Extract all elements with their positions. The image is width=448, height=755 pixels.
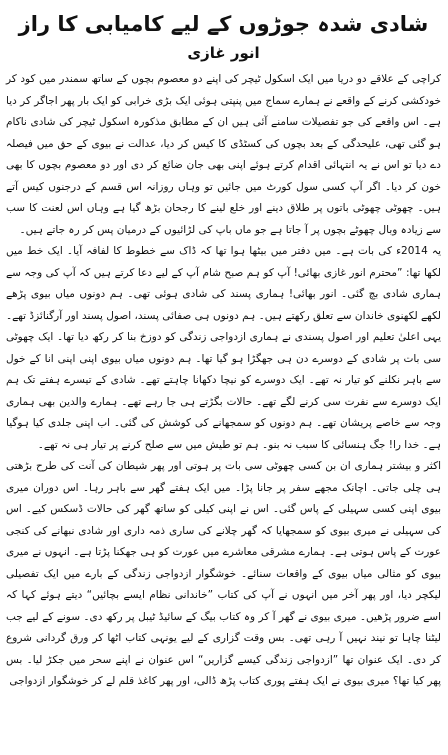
article-paragraph: کراچی کے علاقے دو دریا میں ایک اسکول ٹیچر کی اپنے دو معصوم بچوں کے ساتھ سمندر میں کود کر خودکشی کرنے کے واقعے نے ہمارے سماج میں پنپتی ہوئی ایک بڑی خرابی کو ایک بار پھر اجاگر کر دیا ہے۔ اس واقعے کی جو تفصیلات سامنے آئی ہیں ان کے مطابق مذکورہ اسکول ٹیچر کی شادی ناکام ہو گئی تھی، علیحدگی کے بعد بچوں کی کسٹڈی کا کیس کر دیا، عدالت نے بیوی کے حق میں فیصلہ دے دیا تو اس نے یہ انتہائی اقدام کرتے ہوئے اپنی بھی جان ضائع کر دی اور دو معصوم بچوں کا بھی خون کر دیا۔ اگر آپ کسی سول کورٹ میں جائیں تو وہاں روزانہ اس قسم کے درجنوں کیس آتے ہیں۔ چھوٹی چھوٹی باتوں پر طلاق دینے اور خلع لینے کا رجحان بڑھ گیا ہے وہاں اس لعنت کا سب سے زیادہ وبال چھوٹے بچوں پر آ جاتا ہے جو ماں باپ کی لڑائیوں کے درمیان پس کر رہ جاتے ہیں۔ [6,73,441,236]
article-title: شادی شدہ جوڑوں کے لیے کامیابی کا راز [18,12,429,36]
article-paragraph: اکثر و بیشتر ہماری ان بن کسی چھوٹی سی بات پر ہوتی اور پھر شیطان کی آنت کی طرح بڑھتی ہی چلی جاتی۔ اچانک مجھے سفر پر جانا پڑا۔ میں ایک ہفتے گھر سے باہر رہا۔ اس دوران میری بیوی اپنی کسی سہیلی کے پاس گئی۔ اس نے اپنی کیلی کو ساتھ گھر کی حالات ڈسکس کیے۔ اس کی سہیلی نے میری بیوی کو سمجھایا کہ گھر چلانے کی ساری ذمہ داری اور شادی نبھانے کی کنجی عورت کے پاس ہوتی ہے۔ ہمارے مشرقی معاشرے میں عورت کو ہی جھکنا پڑتا ہے۔ انہوں نے میری بیوی کو مثالی میاں بیوی کے واقعات سنائے۔ خوشگوار ازدواجی زندگی کے بارے میں ایک تفصیلی لیکچر دیا، اور پھر آخر میں انہوں نے آپ کی کتاب ”خاندانی نظام ایسے بچائیں“ دیتے ہوئے کہا کہ اسے ضرور پڑھیں۔ میری بیوی نے گھر آ کر وہ کتاب بیگ کے سائیڈ ٹیبل پر رکھ دی۔ سونے کے لیے جب لیٹنا چاہا تو نیند نہیں آ رہی تھی۔ بس وقت گزاری کے لیے یونہی کتاب اٹھا کر ورق گردانی شروع کر دی۔ ایک عنوان تھا ”ازدواجی زندگی کیسے گزاریں“ اس عنوان نے اپنے سحر میں جکڑ لیا۔ بس پھر کیا تھا؟ میری بیوی نے ایک ہفتے پوری کتاب پڑھ ڈالی، اور پھر کاغذ قلم لے کر خوشگوار ازدواجی [6,460,441,687]
author-name: انور غازی [187,44,260,62]
article-paragraph: یہ 2014ء کی بات ہے۔ میں دفتر میں بیٹھا ہوا تھا کہ ڈاک سے خطوط کا لفافہ آیا۔ ایک خط میں لکھا تھا: ”محترم انور غازی بھائی! آپ کو ہم صبح شام آپ کے لیے دعا کرتے ہیں کہ آپ کی وجہ سے ہماری شادی بچ گئی۔ انور بھائی! ہماری پسند کی شادی ہوئی تھی۔ ہم دونوں میاں بیوی پڑھے لکھے لکھنوی خاندان سے تعلق رکھتے ہیں۔ ہم دونوں ہی صفائی پسند، اصول پسند اور آرگنائزڈ تھے۔ یہی اعلیٰ تعلیم اور اصول پسندی نے ہماری ازدواجی زندگی کو دوزخ بنا کر رکھ دیا تھا۔ ایک چھوٹی سی بات پر شادی کے دوسرے دن ہی جھگڑا ہو گیا تھا۔ ہم دونوں میاں بیوی اپنی اپنی انا کے خول سے باہر نکلنے کو تیار نہ تھے۔ ایک دوسرے کو نیچا دکھانا چاہتے تھے۔ شادی کے تیسرے ہفتے تک ہم ایک دوسرے سے نفرت سی کرنے لگے تھے۔ حالات بگڑتے ہی جا رہے تھے۔ ہمارے والدین بھی ہماری وجہ سے خاصے پریشان تھے۔ ہم دونوں کو سمجھانے کی کوشش کی گئی۔ اب اپنی جلدی کیا ہوگیا ہے۔ خدا را! جگ ہنسائی کا سبب نہ بنو۔ ہم تو طیش میں سے صلح کرنے پر تیار ہی نہ تھے۔ [6,245,441,451]
article-body [6,69,441,693]
